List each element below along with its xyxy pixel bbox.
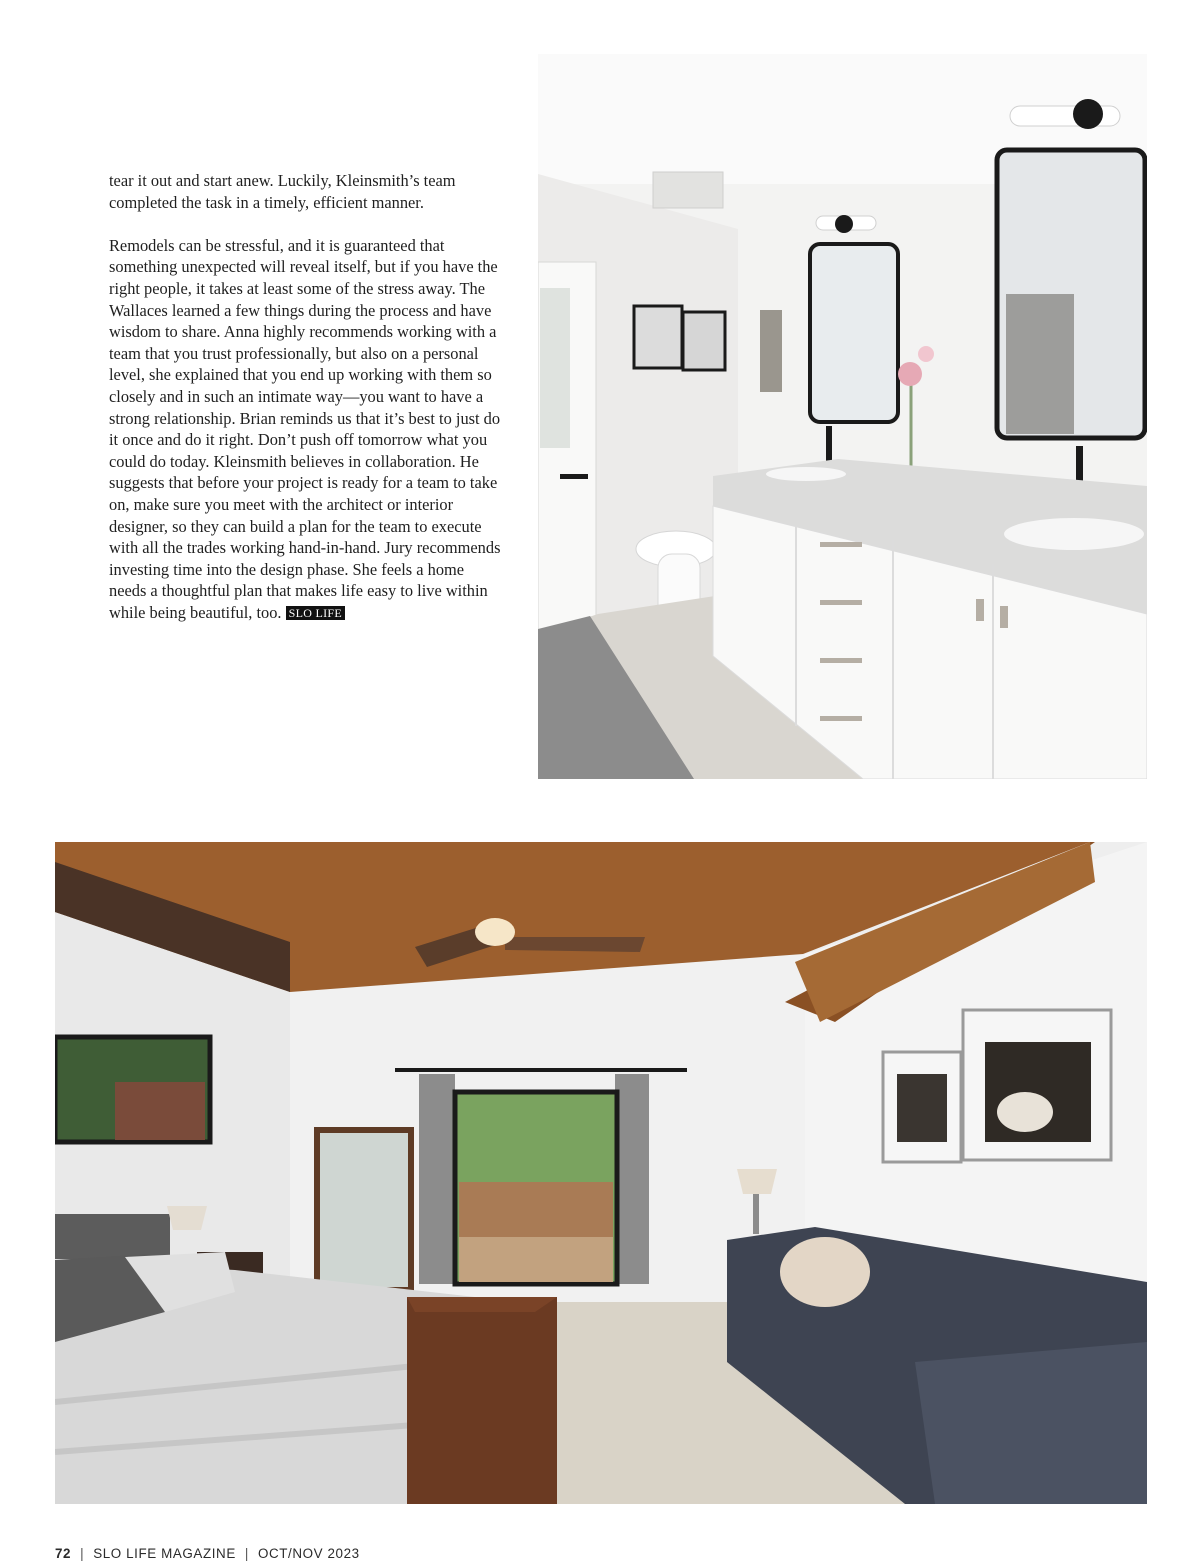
page-number: 72: [55, 1546, 72, 1561]
footer-separator: |: [244, 1546, 249, 1561]
issue-date: OCT/NOV 2023: [257, 1546, 360, 1561]
article-paragraph-text: Remodels can be stressful, and it is guaranteed that something unexpected will reveal itself, but if you have the right people, it takes at least some of the stress away. The Wallaces learned a few things during the process and have wisdom to share. Anna highly recommends working with a team that you trust professionally, but also on a personal level, she explained that you end up working with them so closely and in such an intimate way—you want to have a strong relationship. Brian reminds us that it’s best to just do it once and do it right. Don’t push off tomorrow what you could do today. Kleinsmith believes in collaboration. He suggests that before your project is ready for a team to take on, make sure you meet with the architect or interior designer, so they can build a plan for the team to execute with all the trades working hand-in-hand. Jury recommends investing time into the design phase. She feels a home needs a thoughtful plan that makes life easy to live within while being beautiful, too.: [109, 235, 501, 622]
slo-life-end-mark: SLO LIFE: [286, 606, 345, 620]
article-body: [109, 170, 504, 645]
footer-separator: |: [80, 1546, 85, 1561]
article-paragraph-final: [109, 235, 504, 624]
magazine-name: SLO LIFE MAGAZINE: [93, 1546, 236, 1561]
article-paragraph: tear it out and start anew. Luckily, Kleinsmith’s team completed the task in a timely, efficient manner.: [109, 171, 456, 212]
bedroom-photo: [55, 842, 1147, 1504]
bathroom-photo: [538, 54, 1147, 779]
page-footer: [55, 1546, 360, 1566]
